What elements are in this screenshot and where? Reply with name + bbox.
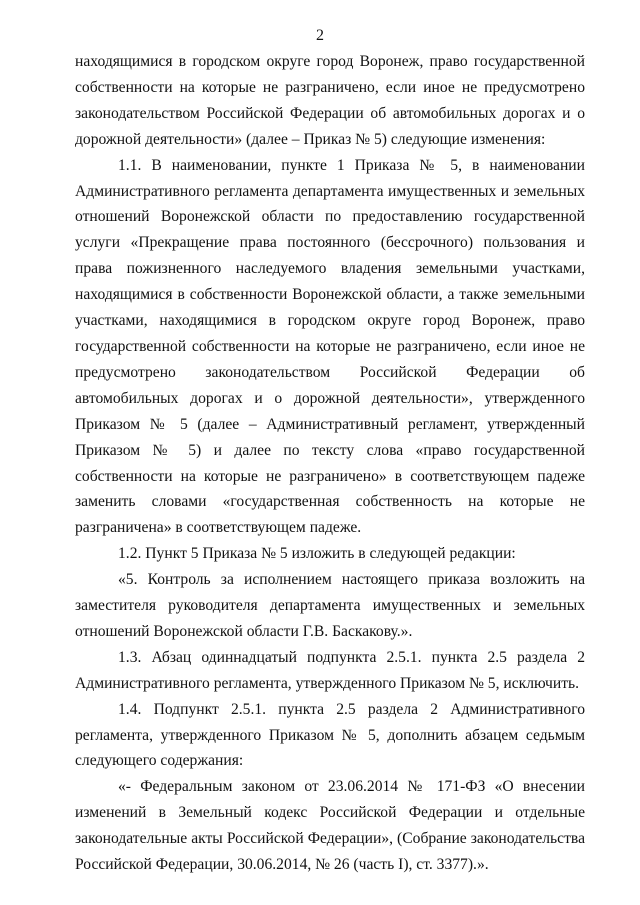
paragraph-1-1: 1.1. В наименовании, пункте 1 Приказа № 5, в наименовании Административного регламента департамента имущественных и земельных отношений Воронежской области по предоставлению государственной услуги «Прекращение права постоянного (бессрочного) пользования и права пожизненного наследуемого владения земельными участками, находящимися в собственности Воронежской области, а также земельными участками, находящимися в городском округе город Воронеж, право государственной собственности на которые не разграничено, если иное не предусмотрено законодательством Российской Федерации об автомобильных дорогах и о дорожной деятельности», утвержденного Приказом № 5 (далее – Административный регламент, утвержденный Приказом № 5) и далее по тексту слова «право государственной собственности на которые не разграничено» в соответствующем падеже заменить словами «государственная собственность на которые не разграничена» в соответствующем падеже. [75,156,585,537]
paragraph-1-2: 1.2. Пункт 5 Приказа № 5 изложить в следующей редакции: [118,545,516,563]
document-body [75,49,585,878]
page-number: 2 [316,27,324,44]
paragraph-1-2-quote: «5. Контроль за исполнением настоящего приказа возложить на заместителя руководителя департамента имущественных и земельных отношений Воронежской области Г.В. Баскакову.». [75,571,585,640]
paragraph-1-3: 1.3. Абзац одиннадцатый подпункта 2.5.1. пункта 2.5 раздела 2 Административного регламента, утвержденного Приказом № 5, исключить. [75,648,585,692]
paragraph-intro-continuation: находящимися в городском округе город Воронеж, право государственной собственности на которые не разграничено, если иное не предусмотрено законодательством Российской Федерации об автомобильных дорогах и о дорожной деятельности» (далее – Приказ № 5) следующие изменения: [75,53,585,148]
paragraph-1-4: 1.4. Подпункт 2.5.1. пункта 2.5 раздела 2 Административного регламента, утвержденного Приказом № 5, дополнить абзацем седьмым следующего содержания: [75,700,585,770]
paragraph-1-4-quote: «- Федеральным законом от 23.06.2014 № 171-ФЗ «О внесении изменений в Земельный кодекс Российской Федерации и отдельные законодательные акты Российской Федерации», (Собрание законодательства Российской Федерации, 30.06.2014, № 26 (часть I), ст. 3377).». [75,778,585,874]
